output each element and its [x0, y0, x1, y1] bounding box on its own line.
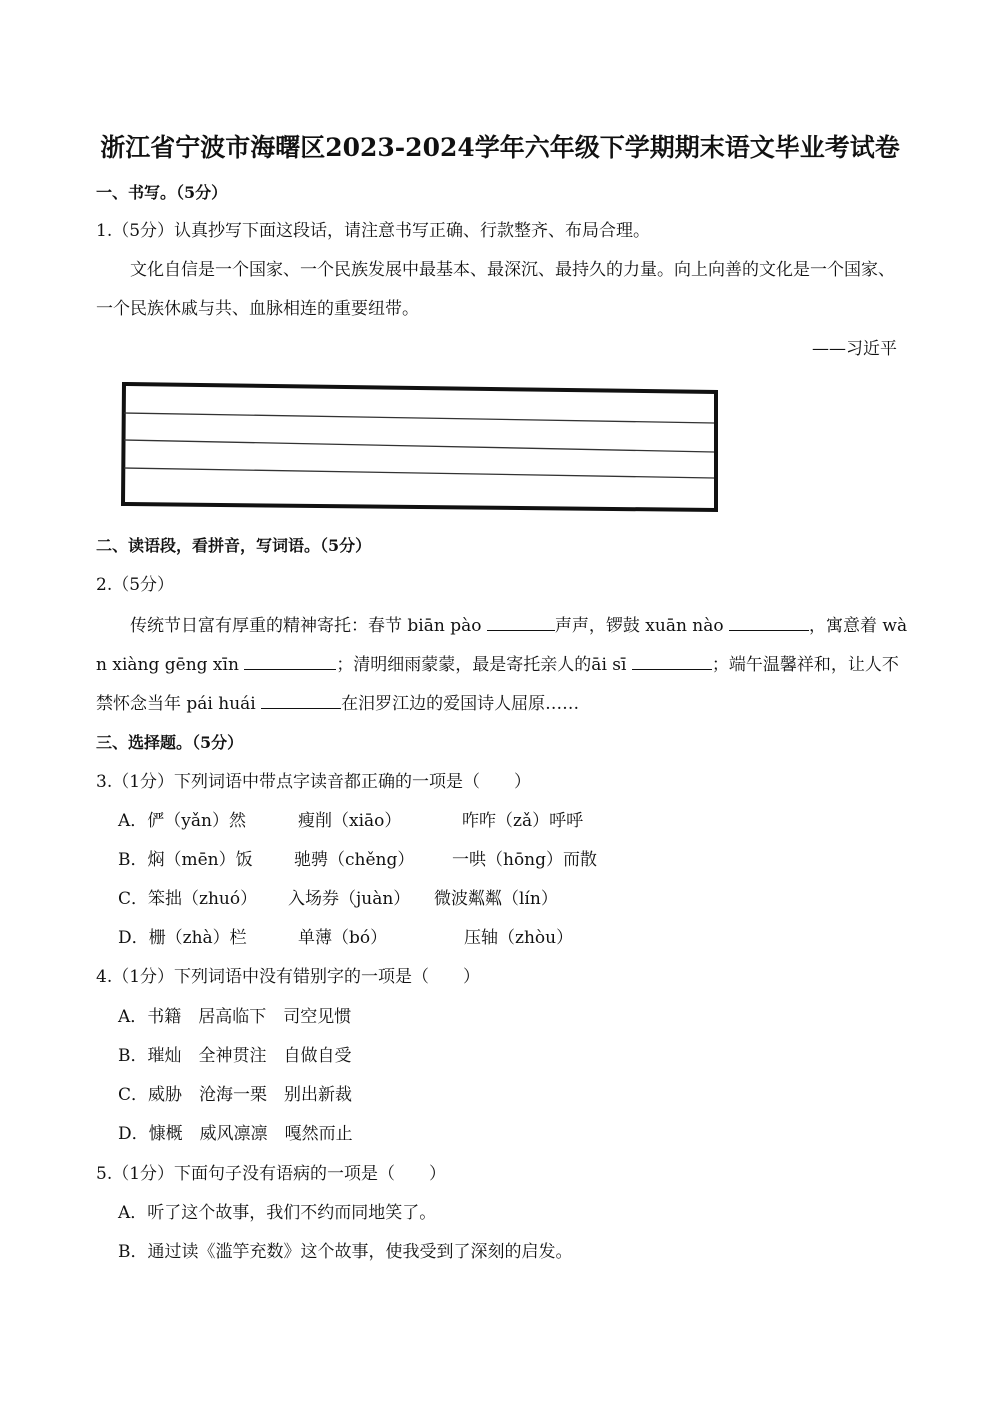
question-2: 2.（5分）	[96, 575, 175, 595]
option-word: C．笨拙（zhuó）	[118, 889, 258, 909]
section-1-heading: 一、书写。（5分）	[96, 183, 228, 202]
option-word: 瘦削（xiāo）	[298, 811, 402, 831]
option-word: 单薄（bó）	[298, 928, 388, 948]
text-segment: ；端午温馨祥和，让人不	[711, 655, 899, 675]
q3-option-a[interactable]	[118, 810, 583, 832]
text-segment: ，寓意着 wà	[809, 616, 908, 636]
q3-option-d[interactable]	[118, 927, 573, 949]
question-4: 4.（1分）下列词语中没有错别字的一项是（ ）	[96, 967, 481, 987]
option-word: 驰骋（chěng）	[294, 850, 415, 870]
answer-blank[interactable]	[244, 653, 336, 670]
answer-blank[interactable]	[729, 614, 809, 631]
option-word: 压轴（zhòu）	[464, 928, 574, 948]
pinyin-line-3	[96, 692, 579, 715]
q4-option-c[interactable]: C．威胁 沧海一栗 别出新裁	[118, 1085, 353, 1105]
answer-blank[interactable]	[261, 692, 341, 709]
q4-option-b[interactable]: B．璀灿 全神贯注 自做自受	[118, 1046, 352, 1066]
passage-line-2: 一个民族休戚与共、血脉相连的重要纽带。	[96, 299, 419, 319]
option-word: D．栅（zhà）栏	[118, 928, 247, 948]
text-segment: 在汨罗江边的爱国诗人屈原……	[341, 694, 580, 714]
option-word: 一哄（hōng）而散	[452, 850, 598, 870]
q4-option-a[interactable]: A．书籍 居高临下 司空见惯	[118, 1007, 352, 1027]
option-word: 微波粼粼（lín）	[434, 889, 558, 909]
attribution: ——习近平	[812, 339, 897, 359]
answer-blank[interactable]	[487, 614, 555, 631]
page-title: 浙江省宁波市海曙区2023-2024学年六年级下学期期末语文毕业考试卷	[100, 133, 900, 162]
question-5: 5.（1分）下面句子没有语病的一项是（ ）	[96, 1164, 447, 1184]
q5-option-a[interactable]: A．听了这个故事，我们不约而同地笑了。	[118, 1203, 437, 1223]
option-word: 咋咋（zǎ）呼呼	[462, 811, 584, 831]
question-1: 1.（5分）认真抄写下面这段话，请注意书写正确、行款整齐、布局合理。	[96, 221, 651, 241]
text-segment: ；清明细雨蒙蒙，最是寄托亲人的āi sī	[336, 655, 632, 675]
q5-option-b[interactable]: B．通过读《滥竽充数》这个故事，使我受到了深刻的启发。	[118, 1242, 573, 1262]
section-2-heading: 二、读语段，看拼音，写词语。（5分）	[96, 536, 372, 555]
option-word: 入场券（juàn）	[288, 889, 411, 909]
q4-option-d[interactable]: D．慷概 威风凛凛 嘎然而止	[118, 1124, 353, 1144]
text-segment: 传统节日富有厚重的精神寄托：春节 biān pào	[130, 616, 487, 636]
q3-option-c[interactable]	[118, 888, 558, 910]
option-word: B．焖（mēn）饭	[118, 850, 253, 870]
option-word: A．俨（yǎn）然	[118, 811, 246, 831]
passage-line-1: 文化自信是一个国家、一个民族发展中最基本、最深沉、最持久的力量。向上向善的文化是一个国家、	[130, 260, 895, 280]
question-3: 3.（1分）下列词语中带点字读音都正确的一项是（ ）	[96, 772, 532, 792]
text-segment: 声声，锣鼓 xuān nào	[554, 616, 730, 636]
text-segment: 禁怀念当年 pái huái	[96, 694, 262, 714]
writing-box[interactable]	[120, 380, 720, 515]
pinyin-line-2	[96, 653, 899, 676]
answer-blank[interactable]	[632, 653, 712, 670]
pinyin-line-1	[130, 614, 907, 637]
q3-option-b[interactable]	[118, 849, 597, 871]
section-3-heading: 三、选择题。（5分）	[96, 733, 244, 752]
text-segment: n xiàng gēng xīn	[96, 655, 245, 675]
